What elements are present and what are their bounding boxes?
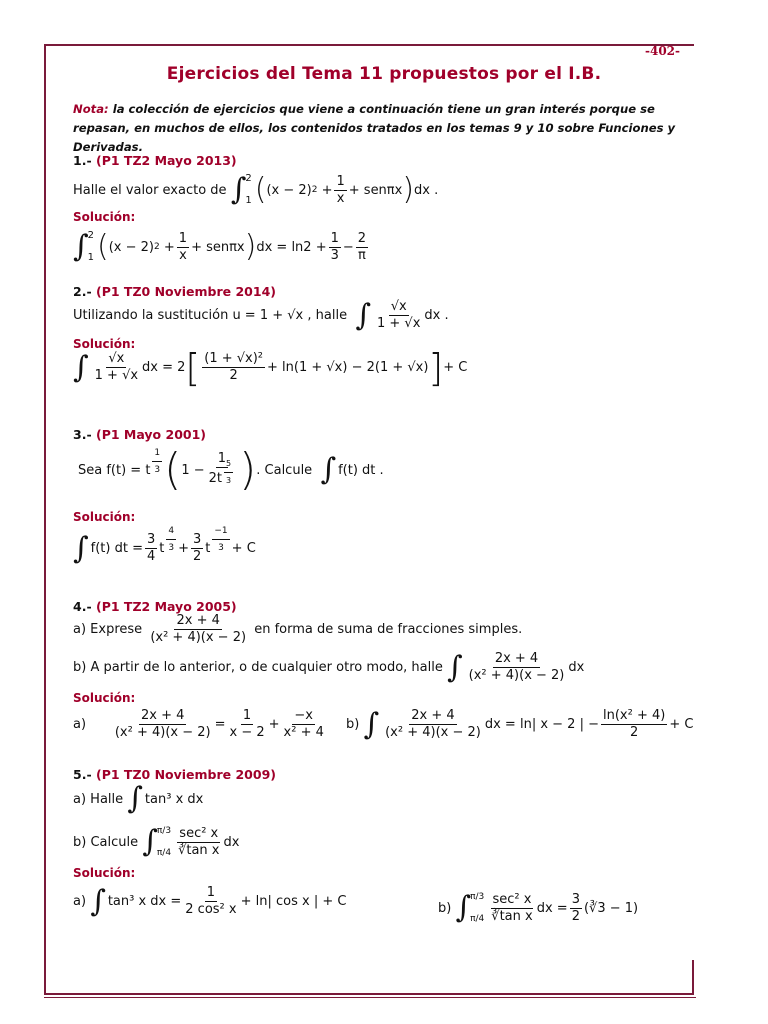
page-border-right <box>692 960 694 994</box>
exercise-4b-prompt <box>73 649 585 685</box>
math-token: 2.- <box>73 284 92 299</box>
math-token: 2t <box>208 471 222 486</box>
nota-text: la colección de ejercicios que viene a continuación tiene un gran interés porque se repasan, en muchos de ellos, los contenidos tratados en los temas 9 y 10 sobre Funciones y Derivadas. <box>73 102 676 154</box>
math-token: 1 <box>336 173 345 189</box>
integrand-term: (x − 2) <box>266 182 312 198</box>
math-token: ∛tan x <box>491 908 533 924</box>
math-token: 4 <box>146 549 156 564</box>
math-token: x − 2 <box>229 725 265 740</box>
math-token: π/4 <box>156 848 172 858</box>
math-token: en forma de suma de fracciones simples. <box>254 622 523 637</box>
math-token: Utilizando la sustitución u = 1 + √x , halle <box>73 308 348 323</box>
integral-sign: ∫ <box>320 452 337 487</box>
solution-3-label: Solución: <box>73 510 136 524</box>
fraction <box>334 175 346 206</box>
math-token: 1 <box>178 230 188 246</box>
math-token: 2 <box>229 368 238 383</box>
math-token: (∛3 − 1) <box>583 900 639 916</box>
exercise-5a-prompt <box>73 781 204 816</box>
math-token: π/3 <box>470 892 485 902</box>
integral-limits <box>88 225 94 269</box>
math-token: 1 <box>152 446 162 462</box>
math-token: b) <box>438 900 452 916</box>
math-token: tan³ x dx = <box>107 894 182 909</box>
math-token: π/4 <box>470 914 485 924</box>
math-token: dx <box>568 660 585 675</box>
math-token: 3 <box>226 476 232 485</box>
math-token: 2 cos² x <box>185 902 237 917</box>
math-token: 2 <box>630 725 639 740</box>
math-token: 5 <box>224 457 233 473</box>
math-token: 2 <box>87 230 95 241</box>
page-border-bottom-inner <box>44 997 696 998</box>
integral-sign: ∫ <box>230 172 247 207</box>
math-token: dx = 2 <box>142 360 186 375</box>
exercise-5-heading <box>73 767 276 782</box>
math-token: + <box>163 239 175 255</box>
page-title: Ejercicios del Tema 11 propuestos por el I.B. <box>166 64 602 84</box>
math-token: sec² x <box>492 891 532 907</box>
integral-sign: ∫ <box>90 883 106 919</box>
page-border-bottom <box>44 993 694 995</box>
math-token: 2x + 4 <box>411 708 455 723</box>
math-token: dx . <box>414 182 439 198</box>
math-token: (P1 TZ0 Noviembre 2014) <box>96 284 276 299</box>
math-token: b) A partir de lo anterior, o de cualquier otro modo, halle <box>73 660 443 675</box>
math-token: 3 <box>571 891 580 907</box>
math-token: 1 <box>217 451 226 466</box>
math-token: x <box>179 247 187 263</box>
math-token: Sea f(t) = t <box>78 462 151 478</box>
math-token: + senπx <box>191 239 245 255</box>
math-token: t <box>159 541 165 556</box>
math-token: (x² + 4)(x − 2) <box>114 725 211 740</box>
math-token: π/3 <box>156 826 172 836</box>
math-token: tan³ x dx <box>144 791 204 807</box>
math-token: 2 <box>154 242 160 252</box>
math-token: dx = ln2 + <box>256 239 327 255</box>
integral-sign: ∫ <box>127 781 143 816</box>
math-token: (1 + √x)² <box>204 351 264 366</box>
integral-sign: ∫ <box>447 649 463 685</box>
integral-sign: ∫ <box>73 530 89 566</box>
math-token: 2x + 4 <box>176 613 220 628</box>
math-token: + <box>178 541 189 556</box>
solution-1-answer: ∫ 2 1 ( (x − 2) 2 + $\frac{1}{x}$ + senπx ) dx = ln2 + $\frac{1}{3}$ − $\frac{2}{\pi}$ <box>73 225 370 269</box>
solution-4b-answer <box>346 706 694 742</box>
math-token: √x <box>108 351 125 366</box>
solution-4-label: Solución: <box>73 691 136 705</box>
math-token: ln(x² + 4) <box>602 708 666 723</box>
math-token: + senπx <box>348 182 403 198</box>
integral-limits <box>245 168 251 212</box>
math-token: (x² + 4)(x − 2) <box>150 630 247 645</box>
nota-label: Nota: <box>73 102 109 116</box>
exercise-5b-prompt <box>73 820 239 864</box>
page-border-top <box>44 44 694 46</box>
math-token: 3 <box>193 532 202 547</box>
math-token: + ln(1 + √x) − 2(1 + √x) <box>267 360 429 375</box>
math-token: + C <box>669 717 694 732</box>
math-token: 2x + 4 <box>494 651 539 666</box>
math-token: 3 <box>168 543 175 553</box>
exercise-2-heading <box>73 284 276 299</box>
math-token: 1 <box>330 230 339 246</box>
math-token: dx <box>223 834 240 850</box>
math-token: 3 <box>146 532 156 547</box>
exercise-4a-prompt <box>73 614 522 645</box>
math-token: − <box>342 239 354 255</box>
math-token: (x − 2) <box>108 239 154 255</box>
math-token: 4 <box>166 524 176 540</box>
math-token: dx = <box>536 900 568 916</box>
solution-5a-answer <box>73 883 347 919</box>
math-token: . Calcule <box>256 462 313 478</box>
math-token: dx . <box>424 308 449 323</box>
math-token: (x² + 4)(x − 2) <box>385 725 481 740</box>
math-token: 2 <box>571 908 580 924</box>
math-token: (x² + 4)(x − 2) <box>468 668 565 683</box>
solution-2-answer: ∫ $\frac{√x}{1 + √x}$ dx = 2 [ $\frac{\text{(1 + √x)²}}{2}$ + ln(1 + √x) − 2(1 + √x) ] + C <box>73 345 468 390</box>
math-token: (P1 TZ2 Mayo 2005) <box>96 599 237 614</box>
math-token: 3 <box>218 543 224 553</box>
exercise-3-prompt: Sea f(t) = t $\frac{1}{3}$ ( 1 − 1 2t $\frac{5}{3}$ ) . Calcule ∫ f(t) dt . <box>78 444 384 495</box>
math-token: a) Halle <box>73 791 124 807</box>
math-token: dx = ln| x − 2 | − <box>484 717 599 732</box>
math-token: x <box>336 190 345 206</box>
math-token: 5.- <box>73 767 92 782</box>
math-token: sec² x <box>179 825 219 841</box>
math-token: 1 + √x <box>94 368 139 383</box>
solution-3-answer <box>73 526 256 566</box>
math-token: 3 <box>154 464 161 475</box>
nota-paragraph <box>73 100 703 157</box>
math-token: 4.- <box>73 599 92 614</box>
exercise-1-ref: (P1 TZ2 Mayo 2013) <box>96 153 237 168</box>
math-token: 1 <box>242 708 252 723</box>
math-token: b) Calcule <box>73 834 139 850</box>
math-token: (P1 Mayo 2001) <box>96 427 207 442</box>
math-token: f(t) dt = <box>90 541 143 556</box>
math-token: −x <box>294 708 313 723</box>
math-token: f(t) dt . <box>338 462 384 478</box>
solution-4a-answer <box>73 709 328 740</box>
math-token: a) <box>73 894 87 909</box>
math-token: x² + 4 <box>283 725 324 740</box>
math-token: ∛tan x <box>178 842 220 858</box>
integral-sign: ∫ <box>73 349 89 385</box>
math-token: + <box>268 717 280 732</box>
exercise-2-prompt <box>73 297 449 333</box>
math-token: a) <box>73 717 87 732</box>
solution-5-label: Solución: <box>73 866 136 880</box>
math-token: + ln| cos x | + C <box>240 894 347 909</box>
math-token: 1 − <box>181 462 205 478</box>
math-token: 2 <box>245 173 252 184</box>
math-token: 1 <box>206 885 216 900</box>
math-token: 2 <box>193 549 202 564</box>
math-token: 3 <box>330 247 339 263</box>
math-token: 3.- <box>73 427 92 442</box>
math-token: −1 <box>212 524 229 540</box>
math-token: 2 <box>311 185 318 195</box>
solution-5b-answer <box>438 886 638 930</box>
page-border-left <box>44 44 46 994</box>
solution-1-label: Solución: <box>73 210 136 224</box>
integral-sign: ∫ <box>455 890 472 925</box>
integral-sign: ∫ <box>73 229 89 264</box>
math-token: √x <box>390 299 407 314</box>
math-token: 1 <box>245 195 252 206</box>
math-token: 2 <box>357 230 367 246</box>
exercise-1-number: 1.- <box>73 153 92 168</box>
exercise-4-heading <box>73 599 237 614</box>
exercise-1-prompt: Halle el valor exacto de ∫ 2 1 ( (x − 2) 2 + $\frac{1}{x}$ + senπx ) dx . <box>73 168 438 212</box>
math-token: + C <box>231 541 256 556</box>
exercise-1-prompt-text: Halle el valor exacto de <box>73 182 227 198</box>
math-token: t <box>205 541 211 556</box>
math-token: 2x + 4 <box>141 708 185 723</box>
page-number: -402- <box>645 44 681 58</box>
math-token: 1 + √x <box>376 316 421 331</box>
math-token: + C <box>443 360 468 375</box>
exercise-1-heading <box>73 153 237 168</box>
solution-2-label: Solución: <box>73 337 136 351</box>
math-token: + <box>321 182 333 198</box>
math-token: = <box>214 717 226 732</box>
integral-sign: ∫ <box>142 824 158 859</box>
exercise-3-heading <box>73 427 206 442</box>
integral-sign: ∫ <box>363 706 380 742</box>
math-token: 1 <box>87 252 95 263</box>
math-token: b) <box>346 717 360 732</box>
math-token: (P1 TZ0 Noviembre 2009) <box>96 767 276 782</box>
math-token: a) Exprese <box>73 622 143 637</box>
integral-sign: ∫ <box>355 297 371 333</box>
math-token: π <box>358 247 366 263</box>
